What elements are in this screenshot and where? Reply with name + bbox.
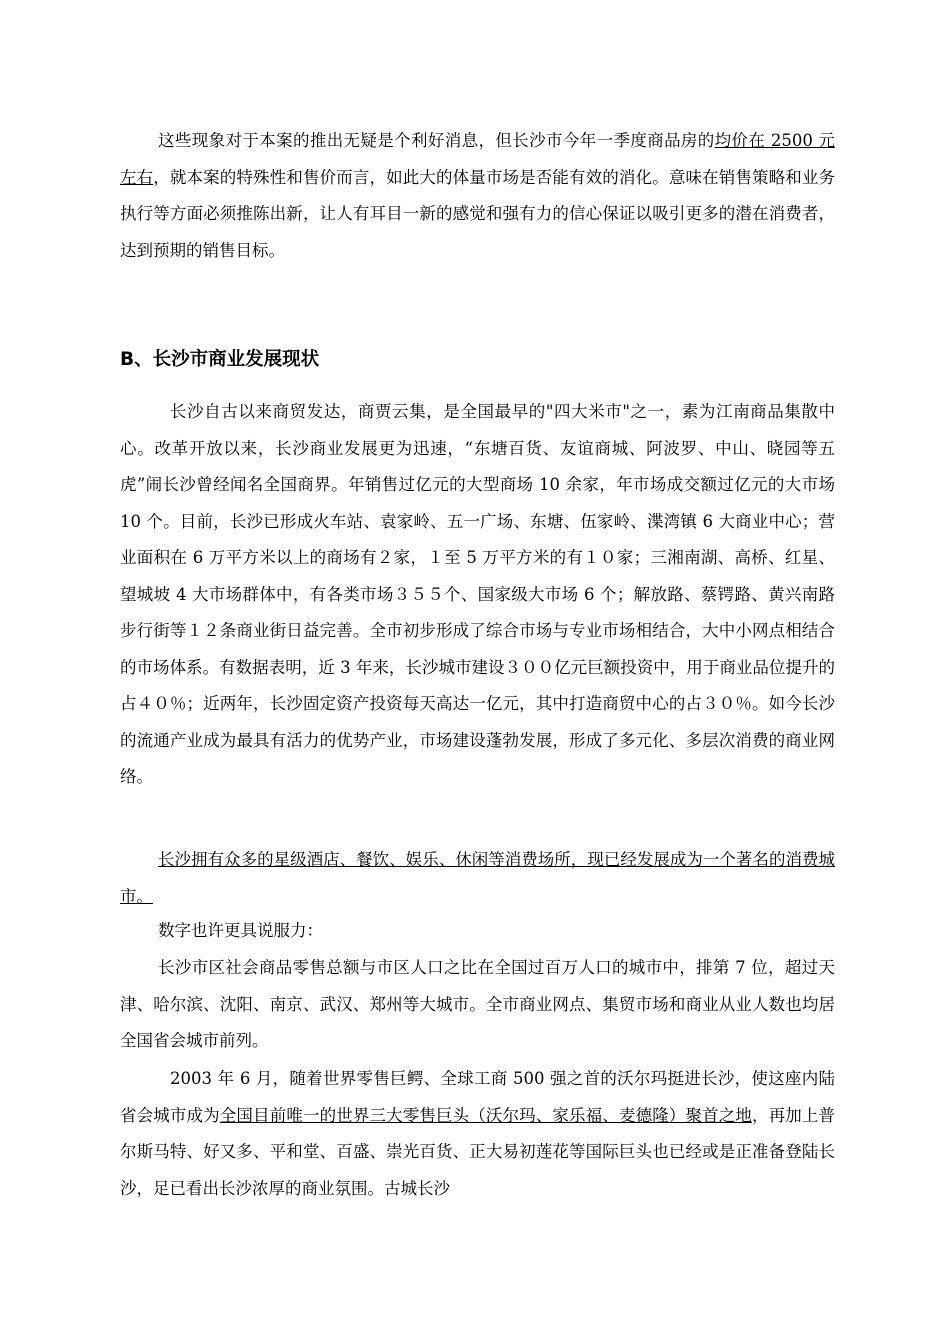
paragraph-text: ，再加上普尔斯马特、好又多、平和堂、百盛、崇光百货、正大易初莲花等国际巨头也已经或是正准备登陆长沙，足已看出长沙浓厚的商业氛围。古城长沙 — [120, 1105, 836, 1198]
paragraph-price-outlook — [120, 123, 835, 269]
paragraph-text: ，就本案的特殊性和售价而言，如此大的体量市场是否能有效的消化。意味在销售策略和业务执行等方面必须推陈出新，让人有耳目一新的感觉和强有力的信心保证以吸引更多的潜在消费者，达到预期的销售目标。 — [120, 167, 836, 260]
paragraph-text: 这些现象对于本案的推出无疑是个利好消息，但长沙市今年一季度商品房的 — [158, 131, 715, 150]
paragraph-commerce-history: 长沙自古以来商贸发达，商贾云集，是全国最早的"四大米市"之一，素为江南商品集散中心。改革开放以来，长沙商业发展更为迅速，“东塘百货、友谊商城、阿波罗、中山、晓园等五虎”闹长沙曾经闻名全国商界。年销售过亿元的大型商场 10 余家，年市场成交额过亿元的大市场 10 个。目前，长沙已形成火车站、袁家岭、五一广场、东塘、伍家岭、渫湾镇 6 大商业中心；营业面积在 6 万平方米以上的商场有２家，１至 5 万平方米的有１０家；三湘南湖、高桥、红星、望城坡 4 大市场群体中，有各类市场３５５个、国家级大市场 6 个；解放路、蔡锷路、黄兴南路步行街等１２条商业街日益完善。全市初步形成了综合市场与专业市场相结合，大中小网点相结合的市场体系。有数据表明，近 3 年来，长沙城市建设３００亿元巨额投资中，用于商业品位提升的占４０％；近两年，长沙固定资产投资每天高达一亿元，其中打造商贸中心的占３０％。如今长沙的流通产业成为最具有活力的优势产业，市场建设蓬勃发展，形成了多元化、多层次消费的商业网络。 — [120, 402, 835, 786]
section-heading: B、长沙市商业发展现状 — [120, 349, 320, 370]
paragraph-walmart-entry — [120, 1061, 835, 1207]
underlined-phrase-retail-giants: 全国目前唯一的世界三大零售巨头（沃尔玛、家乐福、麦德隆）聚首之地 — [219, 1105, 752, 1125]
paragraph-text: 2003 年 6 月，随着世界零售巨鳄、全球工商 500 强之首的沃尔玛挺进长沙，使这座内陆省会城市成为 — [120, 1069, 835, 1125]
underlined-phrase-average-price: 均价在 2500 元左右 — [120, 131, 835, 187]
paragraph-retail-ranking: 长沙市区社会商品零售总额与市区人口之比在全国过百万人口的城市中，排第 7 位，超过天津、哈尔滨、沈阳、南京、武汉、郑州等大城市。全市商业网点、集贸市场和商业从业人数也均居全国省会城市前列。 — [120, 958, 835, 1050]
paragraph-numbers-intro: 数字也许更具说服力： — [158, 921, 323, 940]
paragraph-consumer-city: 长沙拥有众多的星级酒店、餐饮、娱乐、休闲等消费场所，现已经发展成为一个著名的消费城市。 — [120, 850, 835, 906]
